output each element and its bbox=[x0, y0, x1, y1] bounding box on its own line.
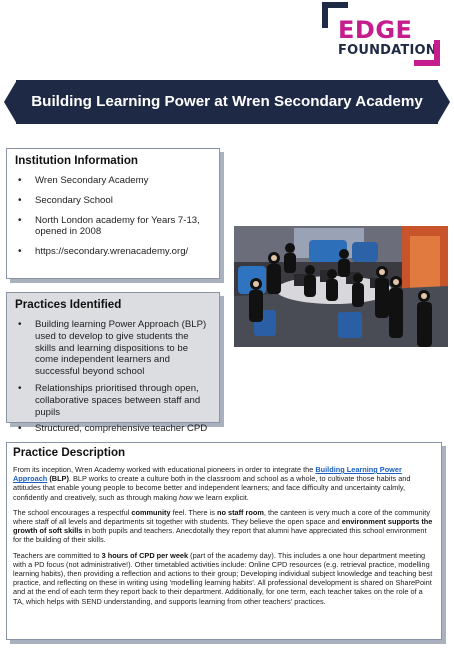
practice-item-cpd: • Structured, comprehensive teacher CPD bbox=[15, 423, 211, 435]
p1-bold-blp: (BLP) bbox=[47, 474, 69, 484]
description-paragraph-3 bbox=[13, 551, 435, 606]
description-paragraph-2 bbox=[13, 508, 435, 545]
institution-item-url[interactable]: • https://secondary.wrenacademy.org/ bbox=[15, 246, 211, 258]
p1-italic-how: how bbox=[179, 492, 193, 502]
p3-text-a: Teachers are committed to bbox=[13, 550, 102, 560]
p1-text-a: From its inception, Wren Academy worked with educational pioneers in order to integrate the bbox=[13, 465, 316, 474]
description-paragraph-1 bbox=[13, 465, 435, 502]
practice-item-blp: • Building learning Power Approach (BLP) used to develop to give students the skills and learning dispositions to be come independent learners and successful beyond school bbox=[15, 319, 211, 378]
practices-identified-box bbox=[6, 292, 220, 435]
p2-bold-community: community bbox=[131, 507, 171, 517]
logo-text-edge: EDGE bbox=[338, 16, 413, 44]
p2-bold-no-staff-room: no staff room bbox=[216, 507, 264, 517]
page-title: Building Learning Power at Wren Secondary Academy bbox=[31, 93, 423, 110]
practices-list bbox=[15, 319, 211, 435]
institution-item-name: • Wren Secondary Academy bbox=[15, 175, 211, 187]
p2-text-e: , the canteen is very much a core of the community where staff of all levels and departments sit together with students. They believe the open space and bbox=[13, 507, 431, 527]
p1-text-d: we learn explicit. bbox=[192, 492, 249, 502]
p2-bold-soft-skills: environment supports the growth of soft skills bbox=[13, 517, 433, 536]
institution-item-location: • North London academy for Years 7-13, opened in 2008 bbox=[15, 215, 211, 239]
institution-heading: Institution Information bbox=[15, 154, 139, 167]
institution-list bbox=[15, 175, 211, 258]
p2-text-g: in both pupils and teachers. Anecdotally they report that alumni have appreciated this school environment for the building of their skills. bbox=[13, 526, 427, 545]
blp-link[interactable]: Building Learning Power Approach bbox=[13, 465, 402, 484]
p3-text-c: (part of the academy day). This includes a one hour department meeting with a PD focus (not administrative!). Other timetabled activities include: Online CPD resources (e.g. retrieval practice, modelling learning habits), then providing a reflection and actions to their group; Developing individual subject knowledge and teaching best practice, and reflecting on these in writing using 'modelling learning habits'. All professional development is shared on SharePoint and at the end of each term they report back to their department. Additionally, for one term, each teacher takes on the role of a TA, which helps with SEND understanding, and supports learning from other teachers' practices. bbox=[13, 550, 433, 606]
institution-item-type: • Secondary School bbox=[15, 195, 211, 207]
banner-right-point bbox=[437, 80, 450, 124]
p2-text-a: The school encourages a respectful bbox=[13, 507, 132, 517]
practice-item-relationships: • Relationships prioritised through open, collaborative spaces between staff and pupils bbox=[15, 383, 211, 418]
institution-info-box bbox=[6, 148, 220, 279]
title-banner bbox=[4, 80, 450, 124]
logo-text-foundation: FOUNDATION bbox=[338, 43, 437, 58]
classroom-photo-illustration bbox=[234, 226, 448, 347]
p1-text-c: . BLP works to create a culture both in the classroom and school as a whole, to cultivate those habits and attitudes that enable young people to become better and independent learners; and face difficulty and uncertainty calmly, confidently and creatively, such as through making bbox=[13, 474, 411, 502]
logo-corner-bottom-right bbox=[414, 40, 440, 66]
p2-text-c: feel. There is bbox=[170, 507, 217, 517]
edge-foundation-logo bbox=[322, 2, 440, 68]
classroom-photo bbox=[234, 226, 448, 347]
p3-bold-cpd-hours: 3 hours of CPD per week bbox=[101, 550, 189, 560]
description-heading: Practice Description bbox=[13, 446, 126, 459]
practice-description-box bbox=[6, 442, 442, 640]
practices-heading: Practices Identified bbox=[15, 298, 122, 311]
